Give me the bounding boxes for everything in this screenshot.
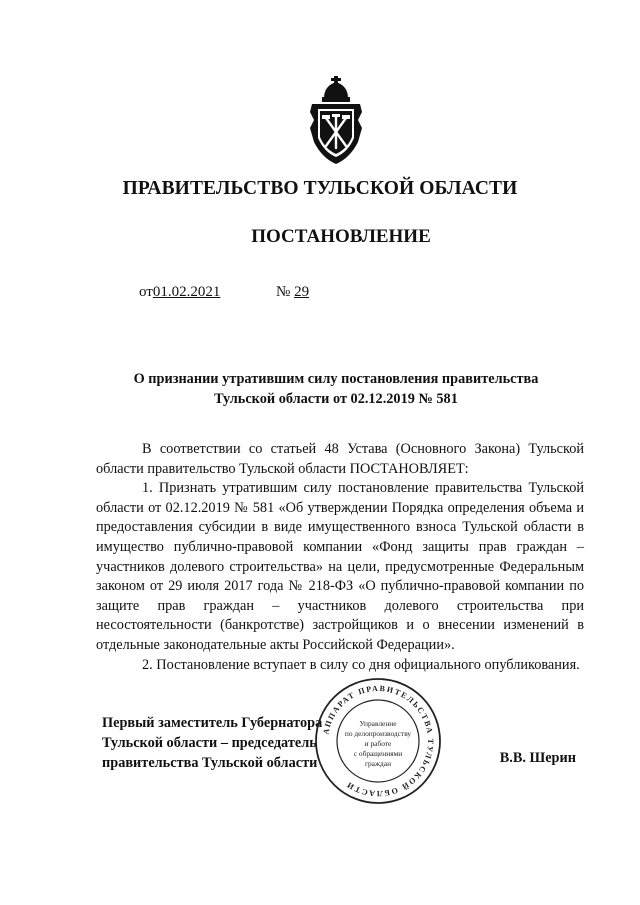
official-stamp [313, 676, 443, 806]
stamp-ring-text: АППАРАТ ПРАВИТЕЛЬСТВА ТУЛЬСКОЙ ОБЛАСТИ [321, 683, 436, 799]
stamp-line-2: по делопроизводству [344, 729, 412, 738]
signatory-line-2: Тульской области – председатель [102, 735, 317, 751]
number-prefix: № [276, 284, 291, 300]
document-date [139, 284, 220, 301]
document-number [276, 284, 309, 301]
coat-of-arms-icon [302, 76, 370, 168]
body-paragraph-3: 2. Постановление вступает в силу со дня официального опубликования. [142, 656, 580, 673]
organization-title: ПРАВИТЕЛЬСТВО ТУЛЬСКОЙ ОБЛАСТИ [122, 178, 518, 199]
subject-line-1: О признании утратившим силу постановления правительства [133, 371, 539, 387]
stamp-line-3: и работе [364, 739, 392, 748]
signatory-title [102, 713, 322, 773]
stamp-line-4: с обращениями [353, 749, 403, 758]
subject-line-2: Тульской области от 02.12.2019 № 581 [214, 391, 458, 407]
document-subject [96, 369, 576, 409]
document-body [96, 440, 584, 675]
stamp-line-1: Управление [359, 719, 397, 728]
date-value: 01.02.2021 [152, 284, 221, 300]
document-type-title: ПОСТАНОВЛЕНИЕ [251, 226, 431, 247]
stamp-line-5: граждан [364, 759, 392, 768]
number-value: 29 [294, 284, 310, 300]
signatory-line-3: правительства Тульской области [102, 755, 318, 771]
date-prefix: от [139, 284, 153, 300]
body-paragraph-2: 1. Признать утратившим силу постановление правительства Тульской области от 02.12.2019 № 581 «Об утверждении Порядка определения объема и предоставления субсидии в виде имущественного взноса Тульской области в имущество публично-правовой компании «Фонд защиты прав граждан – участников долевого строительства» на цели, предусмотренные Федеральным законом от 29 июля 2017 года № 218-ФЗ «О публично-правовой компании по защите прав граждан – участников долевого строительства при несостоятельности (банкротстве) застройщиков и о внесении изменений в отдельные законодательные акты Российской Федерации». [96, 480, 584, 653]
body-paragraph-1: В соответствии со статьей 48 Устава (Основного Закона) Тульской области правительство Тульской области ПОСТАНОВЛЯЕТ: [96, 441, 584, 477]
signatory-line-1: Первый заместитель Губернатора [102, 715, 323, 731]
signatory-name: В.В. Шерин [499, 750, 576, 766]
